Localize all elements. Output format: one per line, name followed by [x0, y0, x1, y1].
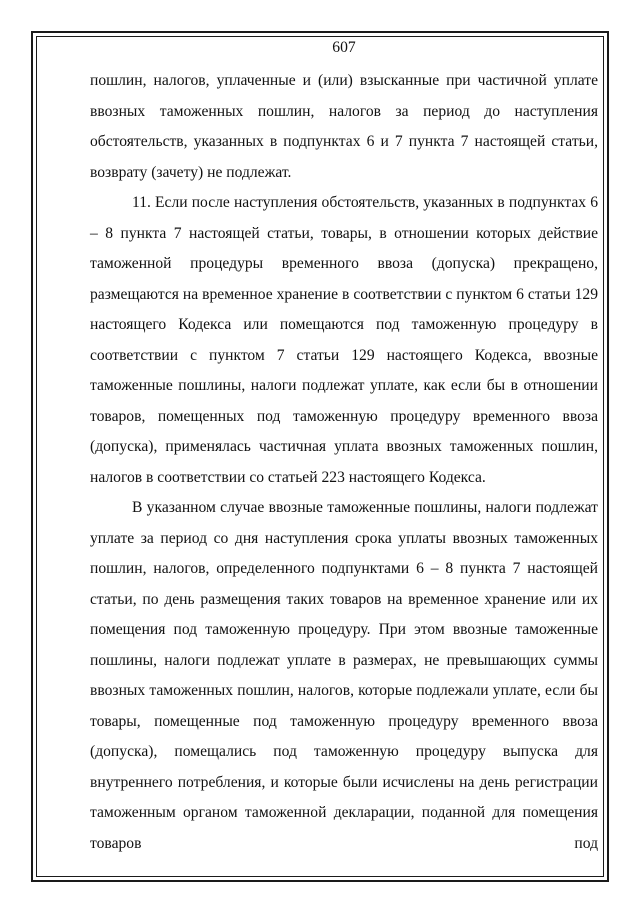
paragraph-case: В указанном случае ввозные таможенные пошлины, налоги подлежат уплате за период со дня наступления срока уплаты ввозных таможенных пошлин, налогов, определенного подпунктами 6 – 8 пункта 7 настоящей статьи, по день размещения таких товаров на временное хранение или их помещения под таможенную процедуру. При этом ввозные таможенные пошлины, налоги подлежат уплате в размерах, не превышающих суммы ввозных таможенных пошлин, налогов, которые подлежали уплате, если бы товары, помещенные под таможенную процедуру временного ввоза (допуска), помещались под таможенную процедуру выпуска для внутреннего потребления, и которые были исчислены на день регистрации таможенным органом таможенной декларации, поданной для помещения товаров под [90, 499, 598, 852]
document-body [90, 38, 598, 859]
page-number: 607 [332, 39, 356, 56]
paragraph-item-11: 11. Если после наступления обстоятельств, указанных в подпунктах 6 – 8 пункта 7 настоящей статьи, товары, в отношении которых действие таможенной процедуры временного ввоза (допуска) прекращено, размещаются на временное хранение в соответствии с пунктом 6 статьи 129 настоящего Кодекса или помещаются под таможенную процедуру в соответствии с пунктом 7 статьи 129 настоящего Кодекса, ввозные таможенные пошлины, налоги подлежат уплате, как если бы в отношении товаров, помещенных под таможенную процедуру временного ввоза (допуска), применялась частичная уплата ввозных таможенных пошлин, налогов в соответствии со статьей 223 настоящего Кодекса. [90, 194, 598, 486]
paragraph-continuation: пошлин, налогов, уплаченные и (или) взысканные при частичной уплате ввозных таможенных пошлин, налогов за период до наступления обстоятельств, указанных в подпунктах 6 и 7 пункта 7 настоящей статьи, возврату (зачету) не подлежат. [90, 72, 598, 181]
